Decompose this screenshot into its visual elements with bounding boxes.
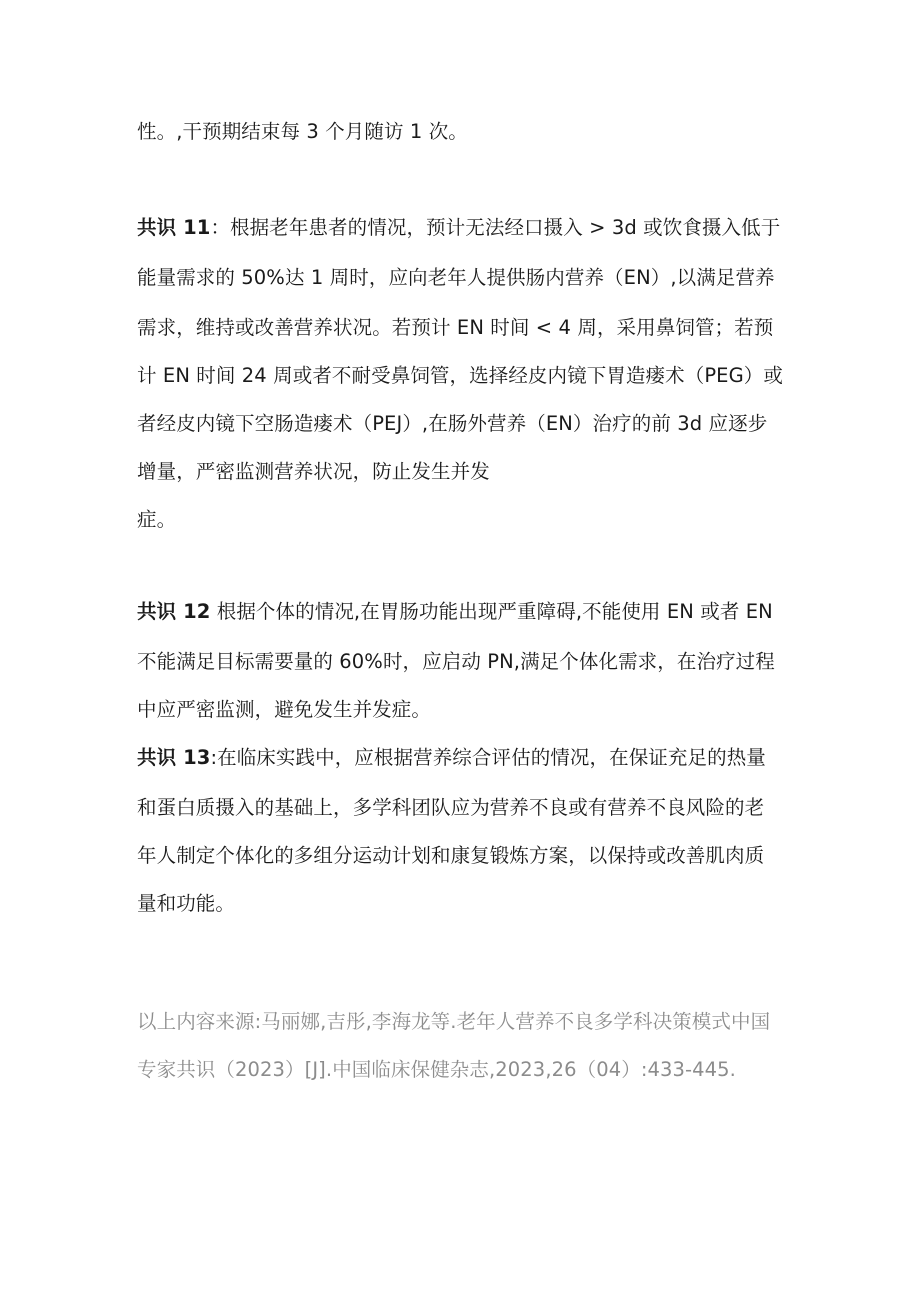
consensus-13-text: :在临床实践中，应根据营养综合评估的情况，在保证充足的热量: [210, 746, 766, 769]
consensus-13-line-3: 年人制定个体化的多组分运动计划和康复锻炼方案，以保持或改善肌肉质: [137, 844, 765, 867]
source-line-2: 专家共识（2023）[J].中国临床保健杂志,2023,26（04）:433-445.: [137, 1058, 736, 1081]
consensus-13-line-2: 和蛋白质摄入的基础上，多学科团队应为营养不良或有营养不良风险的老: [137, 796, 765, 819]
consensus-11-label: 共识 11: [137, 216, 211, 239]
consensus-11-line-2: 能量需求的 50%达 1 周时，应向老年人提供肠内营养（EN）,以满足营养: [137, 266, 775, 289]
consensus-11-line-1: [137, 214, 780, 242]
consensus-11-text: ：根据老年患者的情况，预计无法经口摄入 > 3d 或饮食摄入低于: [210, 216, 781, 239]
consensus-13-line-4: 量和功能。: [137, 892, 236, 915]
source-line-1: 以上内容来源:马丽娜,吉彤,李海龙等.老年人营养不良多学科决策模式中国: [137, 1010, 771, 1033]
consensus-11-line-5: 者经皮内镜下空肠造瘘术（PEJ）,在肠外营养（EN）治疗的前 3d 应逐步: [137, 412, 768, 435]
consensus-12-text: 根据个体的情况,在胃肠功能出现严重障碍,不能使用 EN 或者 EN: [210, 600, 773, 623]
intro-line: 性。,干预期结束每 3 个月随访 1 次。: [137, 120, 468, 143]
consensus-11-line-7: 症。: [137, 508, 177, 531]
consensus-12-line-2: 不能满足目标需要量的 60%时，应启动 PN,满足个体化需求，在治疗过程: [137, 650, 775, 673]
consensus-12-label: 共识 12: [137, 600, 211, 623]
consensus-13-line-1: [137, 744, 766, 772]
consensus-11-line-4: 计 EN 时间 24 周或者不耐受鼻饲管，选择经皮内镜下胃造瘘术（PEG）或: [137, 364, 784, 387]
consensus-11-line-6: 增量，严密监测营养状况，防止发生并发: [137, 460, 490, 483]
consensus-13-label: 共识 13: [137, 746, 211, 769]
consensus-12-line-1: [137, 598, 773, 626]
consensus-12-line-3: 中应严密监测，避免发生并发症。: [137, 698, 432, 721]
consensus-11-line-3: 需求，维持或改善营养状况。若预计 EN 时间 < 4 周，采用鼻饲管；若预: [137, 316, 774, 339]
